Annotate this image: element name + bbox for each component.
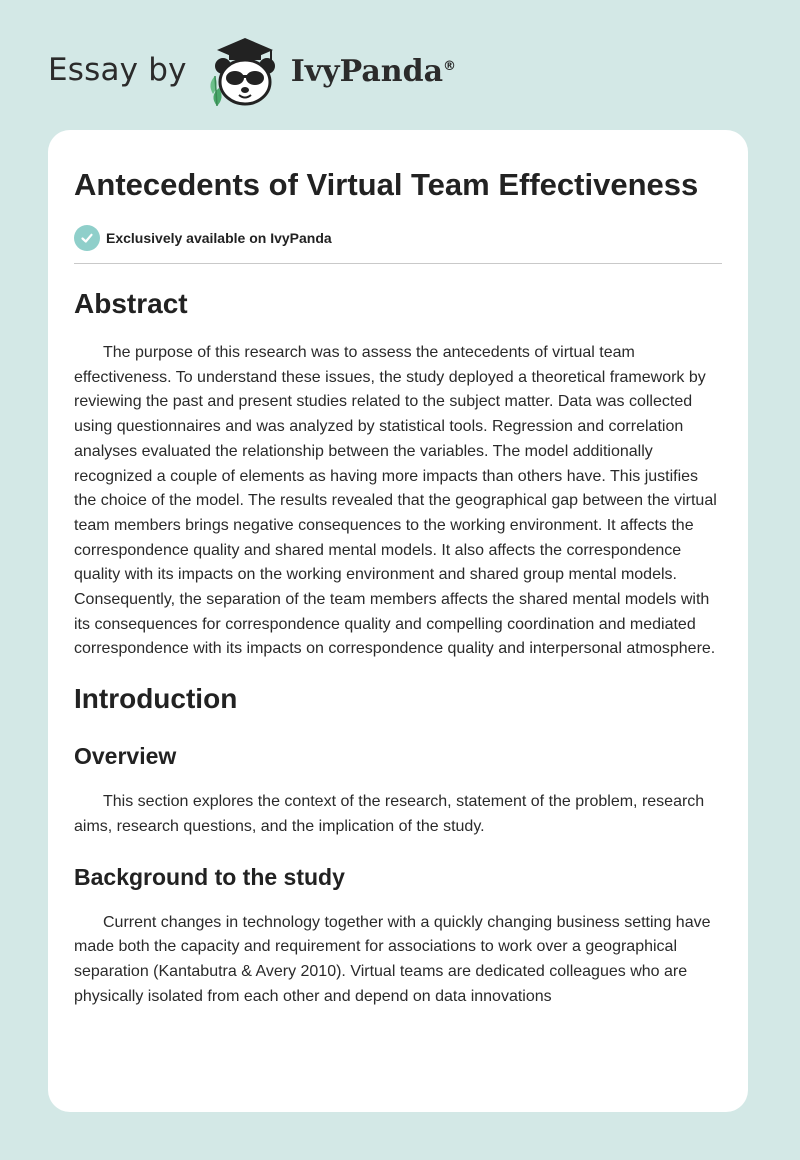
abstract-heading: Abstract bbox=[74, 288, 188, 319]
exclusive-label: Exclusively available on IvyPanda bbox=[106, 230, 332, 246]
ivypanda-brand-name[interactable]: IvyPanda® bbox=[290, 53, 457, 89]
title-divider bbox=[74, 263, 722, 264]
abstract-paragraph: The purpose of this research was to assess the antecedents of virtual team effectiveness. To understand these issues, the study deployed a theoretical framework by reviewing the past and present studies related to the subject matter. Data was collected using questionnaires and was analyzed by statistical tools. Regression and correlation analyses evaluated the relationship between the variables. The model additionally recognized a couple of elements as having more impacts than others have. This justifies the choice of the model. The results revealed that the geographical gap between the virtual team members brings negative consequences to the working environment. It affects the correspondence quality and shared mental models. It also affects the correspondence quality with its impacts on the working environment and shared group mental models. Consequently, the separation of the team members affects the shared mental models with its consequences for correspondence quality and compelling coordination and mediated correspondence with its impacts on correspondence quality and interpersonal atmosphere. bbox=[74, 344, 717, 658]
background-heading: Background to the study bbox=[74, 863, 345, 890]
overview-heading: Overview bbox=[74, 743, 177, 770]
site-header bbox=[48, 36, 456, 108]
essay-title: Antecedents of Virtual Team Effectiveness bbox=[74, 167, 699, 202]
essay-by-label: Essay by bbox=[48, 52, 187, 88]
ivypanda-logo-icon[interactable] bbox=[201, 36, 287, 108]
background-paragraph: Current changes in technology together with a quickly changing business setting have made both the capacity and requirement for associations to work over a geographical separation (Kantabutra & Avery 2010). Virtual teams are dedicated colleagues who are physically isolated from each other and depend on data innovations bbox=[74, 913, 711, 1005]
essay-card bbox=[48, 130, 748, 1112]
registered-mark: ® bbox=[443, 58, 457, 74]
overview-paragraph: This section explores the context of the research, statement of the problem, research aims, research questions, and the implication of the study. bbox=[74, 793, 705, 835]
check-icon bbox=[74, 225, 100, 251]
introduction-heading: Introduction bbox=[74, 683, 238, 715]
exclusive-badge bbox=[74, 225, 722, 251]
